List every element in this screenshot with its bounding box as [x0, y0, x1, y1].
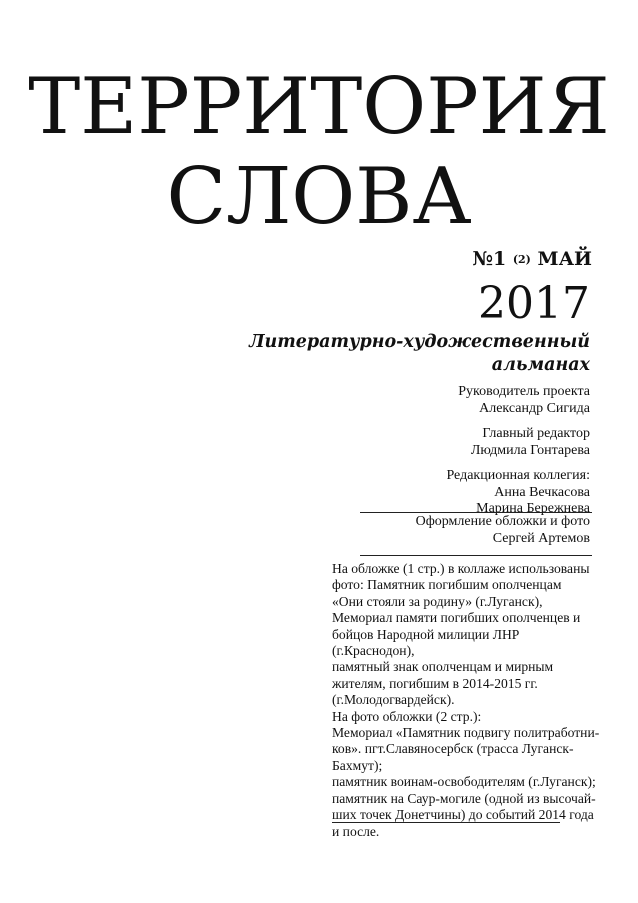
credit-name: Александр Сигида [479, 400, 590, 416]
note-line: жителям, погибшим в 2014-2015 гг. [332, 675, 538, 691]
credit-role: Оформление обложки и фото [415, 514, 590, 529]
credit-name: Людмила Гонтарева [470, 442, 590, 458]
issue-month: МАЙ [537, 248, 592, 270]
note-line: ков». пгт.Славяносербск (трасса Луганск- [332, 741, 574, 757]
note-line: На обложке (1 стр.) в коллаже использованы [332, 561, 590, 576]
note-line: Бахмут); [332, 757, 383, 773]
note-line: фото: Памятник погибшим ополченцам [332, 577, 562, 593]
genre-line-2: альманах [491, 355, 590, 375]
issue-number [472, 248, 592, 270]
credit-name: Марина Бережнева [476, 501, 590, 516]
note-line: «Они стояли за родину» (г.Луганск), [332, 593, 543, 609]
credit-role: Руководитель проекта [458, 384, 590, 399]
credit-role: Редакционная коллегия: [446, 468, 590, 483]
credit-name: Анна Вечкасова [494, 484, 590, 500]
genre-line-1: Литературно-художественный [249, 332, 590, 352]
issue-num: №1 [472, 248, 507, 270]
note-line: На фото обложки (2 стр.): [332, 708, 482, 724]
title-line-1: ТЕРРИТОРИЯ [28, 62, 610, 152]
genre [190, 331, 590, 377]
title-line-2: СЛОВА [166, 152, 472, 242]
note-line: (г.Краснодон), [332, 643, 415, 659]
divider [332, 822, 560, 823]
credit-project-lead [290, 384, 590, 417]
credit-chief-editor [290, 426, 590, 459]
note-line: бойцов Народной милиции ЛНР [332, 626, 520, 642]
issue-sub-num: (2) [512, 253, 531, 266]
cover-notes [332, 561, 602, 840]
credit-cover-design [416, 514, 590, 547]
note-line: памятный знак ополченцам и мирным [332, 659, 554, 675]
note-line: (г.Молодогвардейск). [332, 692, 455, 708]
credits [290, 384, 590, 527]
note-line: и после. [332, 823, 380, 839]
note-line: памятник воинам-освободителям (г.Луганск); [332, 774, 596, 790]
credit-name: Сергей Артемов [492, 530, 590, 546]
note-line: Мемориал «Памятник подвигу политработни- [332, 725, 600, 741]
credit-role: Главный редактор [482, 426, 590, 441]
divider [360, 512, 592, 513]
issue-year: 2017 [478, 278, 590, 329]
note-line: Мемориал памяти погибших ополченцев и [332, 610, 581, 626]
divider [360, 555, 592, 556]
note-line: памятник на Саур-могиле (одной из высочай- [332, 790, 596, 806]
credit-editorial-board [290, 468, 590, 518]
note-line: ших точек Донетчины) до событий 2014 года [332, 807, 594, 823]
